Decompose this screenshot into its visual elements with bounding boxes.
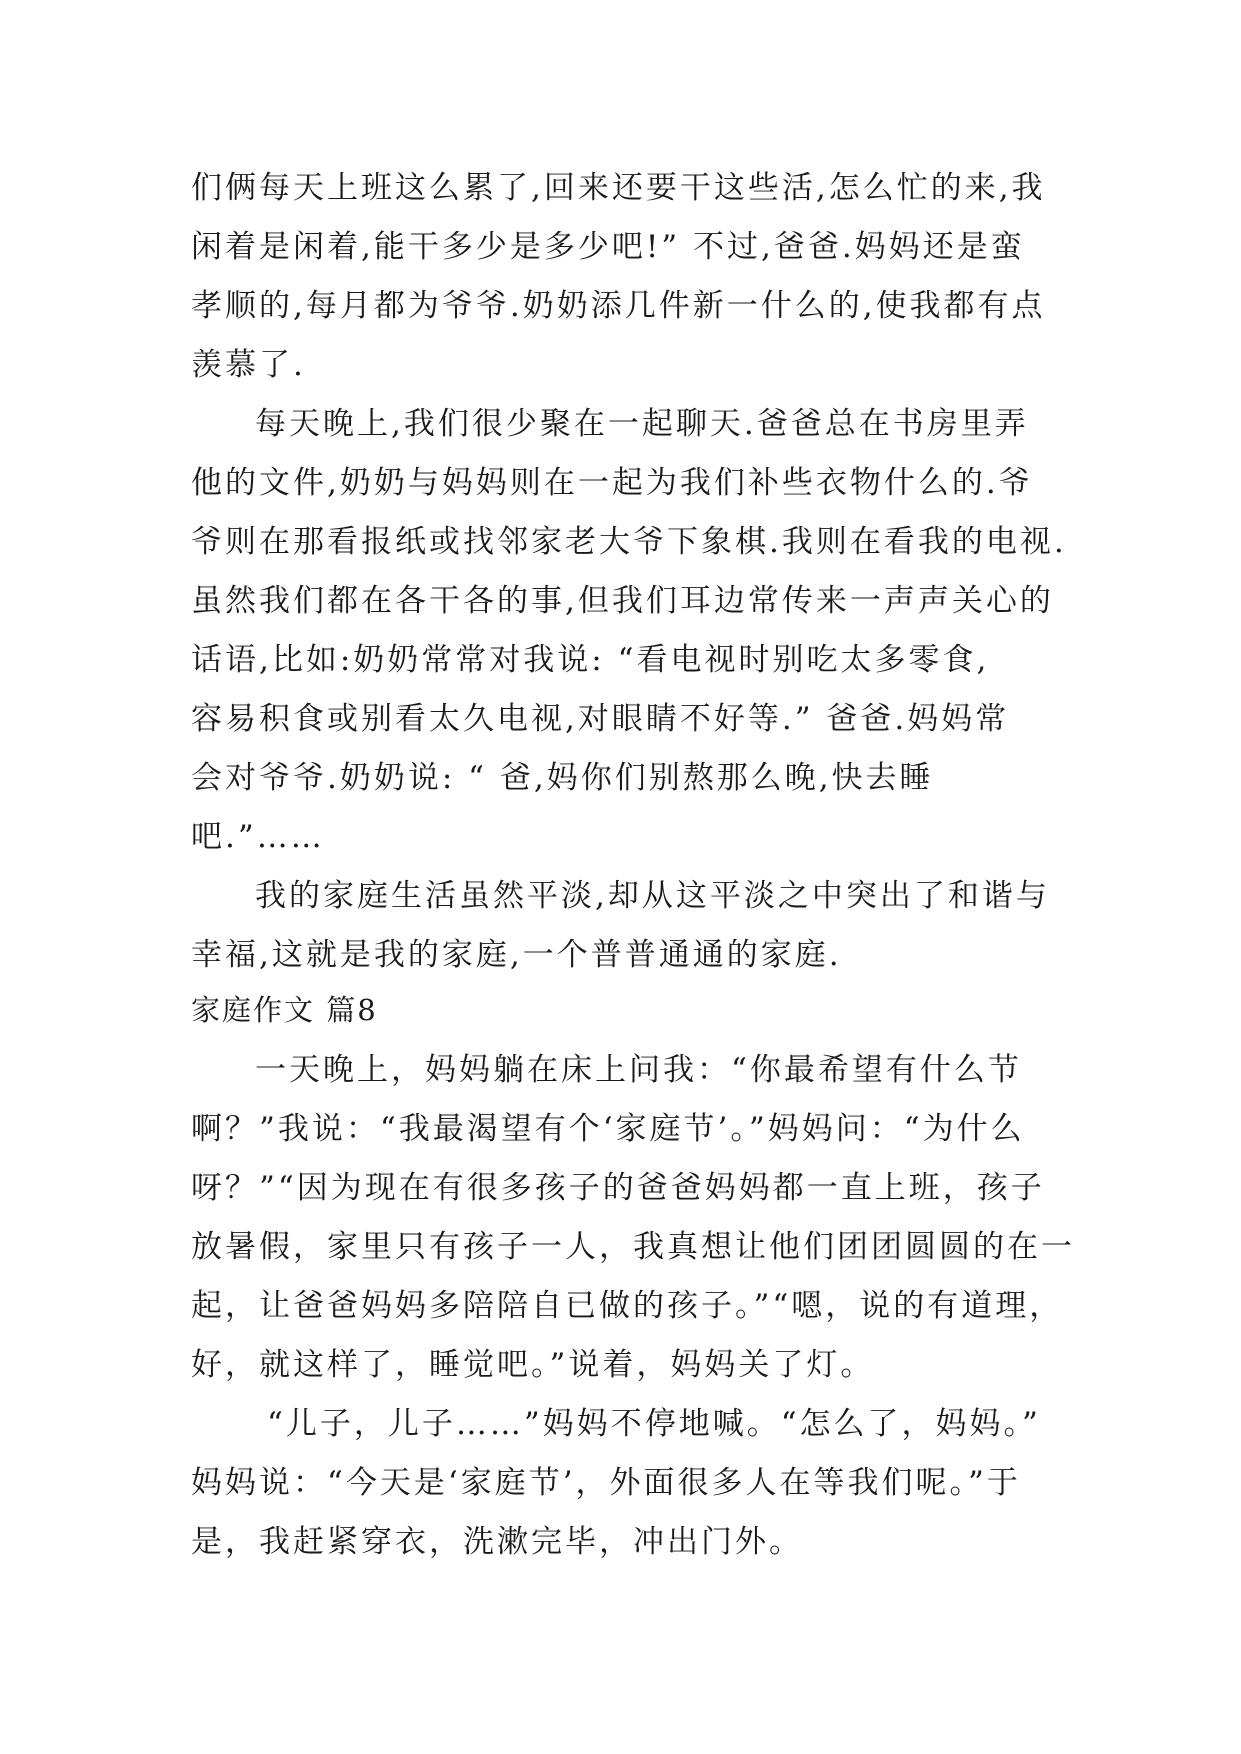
text-line: 好，就这样了，睡觉吧。”说着，妈妈关了灯。 <box>191 1347 875 1383</box>
paragraph-evening <box>191 395 1067 867</box>
text-line: 他的文件,奶奶与妈妈则在一起为我们补些衣物什么的.爷 <box>191 465 1033 501</box>
text-line: 爷则在那看报纸或找邻家老大爷下象棋.我则在看我的电视. <box>191 524 1067 560</box>
text-line: “儿子，儿子……”妈妈不停地喊。“怎么了，妈妈。” <box>267 1406 1041 1442</box>
paragraph-morning <box>191 1395 1051 1572</box>
text-line: 一天晚上，妈妈躺在床上问我：“你最希望有什么节 <box>255 1052 1022 1088</box>
text-line: 虽然我们都在各干各的事,但我们耳边常传来一声声关心的 <box>191 583 1054 619</box>
text-line: 是，我赶紧穿衣，洗漱完毕，冲出门外。 <box>191 1524 803 1560</box>
paragraph-conclusion <box>191 867 1051 985</box>
text-line: 会对爷爷.奶奶说: “ 爸,妈你们别熬那么晚,快去睡 <box>191 760 934 796</box>
paragraph-family-day <box>191 1041 1075 1395</box>
text-line: 闲着是闲着,能干多少是多少吧!” 不过,爸爸.妈妈还是蛮 <box>191 229 1025 265</box>
text-line: 羡慕了. <box>191 347 306 383</box>
text-line: 们俩每天上班这么累了,回来还要干这些活,怎么忙的来,我 <box>191 170 1046 206</box>
text-line: 妈妈说：“今天是‘家庭节’，外面很多人在等我们呢。”于 <box>191 1465 1021 1501</box>
text-line: 幸福,这就是我的家庭,一个普普通通的家庭. <box>191 937 842 973</box>
text-line: 啊？”我说：“我最渴望有个‘家庭节’。”妈妈问：“为什么 <box>191 1111 1025 1147</box>
text-line: 放暑假，家里只有孩子一人，我真想让他们团团圆圆的在一 <box>191 1229 1075 1265</box>
text-line: 话语,比如:奶奶常常对我说: “看电视时别吃太多零食, <box>191 642 990 678</box>
text-line: 我的家庭生活虽然平淡,却从这平淡之中突出了和谐与 <box>255 878 1050 914</box>
section-heading: 家庭作文 篇8 <box>191 993 378 1027</box>
text-line: 容易积食或别看太久电视,对眼睛不好等.” 爸爸.妈妈常 <box>191 701 1010 737</box>
text-line: 吧.”…… <box>191 819 325 855</box>
document-body <box>191 159 1075 1572</box>
text-line: 孝顺的,每月都为爷爷.奶奶添几件新一什么的,使我都有点 <box>191 288 1046 324</box>
text-line: 呀？”“因为现在有很多孩子的爸爸妈妈都一直上班，孩子 <box>191 1170 1045 1206</box>
text-line: 每天晚上,我们很少聚在一起聊天.爸爸总在书房里弄 <box>255 406 1029 442</box>
paragraph-continued <box>191 159 1051 395</box>
text-line: 起，让爸爸妈妈多陪陪自已做的孩子。”“嗯，说的有道理， <box>191 1288 1064 1324</box>
